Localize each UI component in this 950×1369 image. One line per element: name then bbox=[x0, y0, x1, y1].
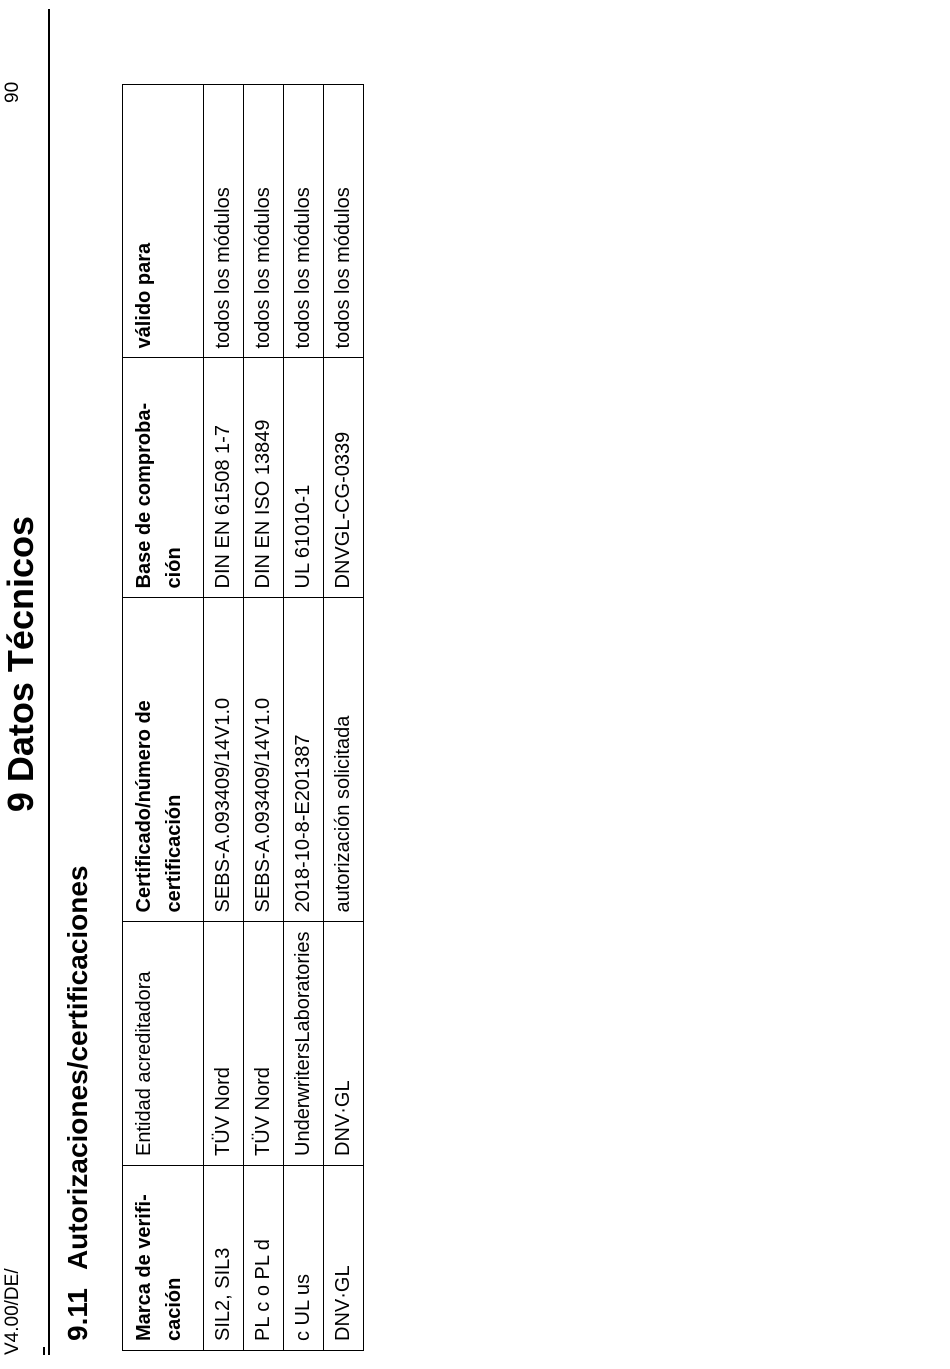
cell-valido: todos los módulos bbox=[244, 85, 284, 358]
cell-base: DIN EN ISO 13849 bbox=[244, 358, 284, 598]
page-number: 90 bbox=[2, 81, 23, 103]
cell-marca: c UL us bbox=[284, 1166, 324, 1351]
header-valido: válido para bbox=[123, 85, 204, 358]
cell-marca: DNV·GL bbox=[324, 1166, 364, 1351]
cell-base: DNVGL-CG-0339 bbox=[324, 358, 364, 598]
header-entidad: Entidad acreditadora bbox=[123, 922, 204, 1166]
table-row bbox=[324, 85, 364, 1351]
section-title: Autorizaciones/certificaciones bbox=[62, 865, 93, 1271]
cell-entidad: TÜV Nord bbox=[244, 922, 284, 1166]
section-number: 9.11 bbox=[62, 1288, 93, 1341]
cell-marca: PL c o PL d bbox=[244, 1166, 284, 1351]
table-row bbox=[204, 85, 244, 1351]
header-marca: Marca de verifi- cación bbox=[123, 1166, 204, 1351]
section-heading bbox=[62, 865, 94, 1341]
cell-entidad: TÜV Nord bbox=[204, 922, 244, 1166]
cell-certificado: SEBS-A.093409/14V1.0 bbox=[204, 598, 244, 922]
cell-entidad: UnderwritersLaboratories bbox=[284, 922, 324, 1166]
cell-certificado: SEBS-A.093409/14V1.0 bbox=[244, 598, 284, 922]
chapter-title: 9 Datos Técnicos bbox=[0, 516, 41, 813]
cell-base: UL 61010-1 bbox=[284, 358, 324, 598]
table-header-row bbox=[123, 85, 204, 1351]
cell-base: DIN EN 61508 1-7 bbox=[204, 358, 244, 598]
certification-table bbox=[122, 84, 364, 1351]
cell-certificado: 2018-10-8-E201387 bbox=[284, 598, 324, 922]
header-rule bbox=[48, 9, 50, 1355]
cell-valido: todos los módulos bbox=[284, 85, 324, 358]
header-certificado: Certificado/número de certificación bbox=[123, 598, 204, 922]
header-base: Base de comproba- ción bbox=[123, 358, 204, 598]
table-row bbox=[284, 85, 324, 1351]
cell-valido: todos los módulos bbox=[204, 85, 244, 358]
header-rule-tick bbox=[43, 1347, 45, 1355]
cell-entidad: DNV·GL bbox=[324, 922, 364, 1166]
cell-certificado: autorización solicitada bbox=[324, 598, 364, 922]
table-row bbox=[244, 85, 284, 1351]
cell-valido: todos los módulos bbox=[324, 85, 364, 358]
cell-marca: SIL2, SIL3 bbox=[204, 1166, 244, 1351]
document-version: V4.00/DE/ bbox=[2, 1268, 23, 1355]
